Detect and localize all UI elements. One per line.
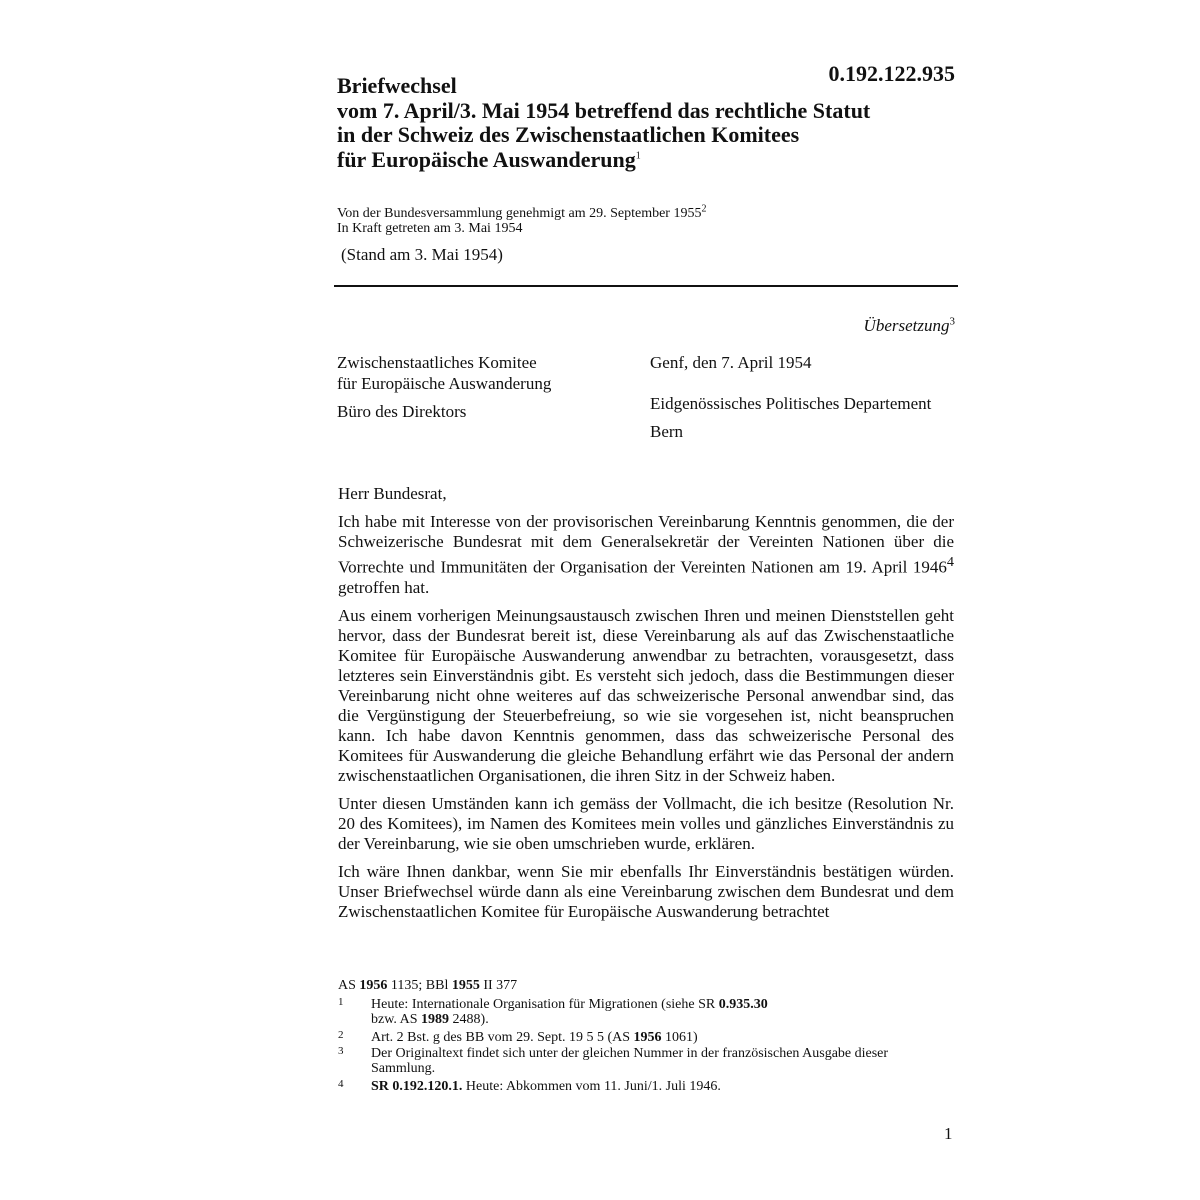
title-line: Briefwechsel [337,73,457,98]
sr-number: 0.192.122.935 [828,61,955,86]
enactment-info [337,203,707,236]
paragraph: Aus einem vorherigen Meinungsaustausch zwischen Ihren und meinen Dienststellen geht hervor, dass der Bundesrat bereit ist, diese Vereinbarung als auf das Zwischenstaatliche Komitee für Europäische Auswanderung anwendbar zu betrachten, vorausgesetzt, dass letzteres sein Einverständnis gibt. Es versteht sich jedoch, dass die Bestimmungen dieser Vereinbarung nicht ohne weiteres auf das schweizerische Personal anwendbar sind, das die Vergünstigung der Steuerbefreiung, so wie sie vorgesehen ist, nicht beanspruchen kann. Ich habe davon Kenntnis genommen, dass das schweizerische Personal des Komitees für Auswanderung die gleiche Behandlung erfährt wie das Personal der andern zwischenstaatlichen Organisationen, die ihren Sitz in der Schweiz haben. [338,605,954,786]
paragraph: Ich wäre Ihnen dankbar, wenn Sie mir ebenfalls Ihr Einverständnis bestätigen würden. Unser Briefwechsel würde dann als eine Vereinbarung zwischen dem Bundesrat und dem Zwischenstaatlichen Komitee für Europäische Auswanderung betrachtet [338,861,954,921]
footnote: 1 Heute: Internationale Organisation für Migrationen (siehe SR 0.935.30 bzw. AS 1989 2488). [338,996,768,1027]
paragraph: Unter diesen Umständen kann ich gemäss der Vollmacht, die ich besitze (Resolution Nr. 20 des Komitees), im Namen des Komitees mein volles und gänzliches Einverständnis zu der Vereinbarung, wie sie oben umschrieben wurde, erklären. [338,793,954,854]
translation-note: Übersetzung$^3$ [863,315,955,335]
footnote: 3 Der Originaltext findet sich unter der gleichen Nummer in der französischen Ausgabe dieser Sammlung. [338,1045,889,1076]
recipient-block [650,352,931,442]
title-line: für Europäische Auswanderung$^1$ [337,146,641,172]
footnote: 4 SR 0.192.120.1. Heute: Abkommen vom 11. Juni/1. Juli 1946. [338,1078,721,1094]
place-date: Genf, den 7. April 1954 [650,353,812,372]
footnote-number: 2 [338,1029,344,1041]
sender-block [337,352,551,422]
sender-line: Zwischenstaatliches Komitee [337,353,537,372]
document-title [337,74,977,172]
footnote-ref[interactable]: 3 [949,315,955,328]
stand-date: (Stand am 3. Mai 1954) [341,245,503,264]
footnote-ref[interactable]: 1 [635,150,641,162]
salutation: Herr Bundesrat, [338,484,447,503]
footnote-number: 3 [338,1045,344,1057]
addressee-city: Bern [650,422,684,441]
title-line: in der Schweiz des Zwischenstaatlichen Komitees [337,122,800,147]
footnotes [338,978,958,1094]
header-divider [334,285,958,287]
footnote-ref[interactable]: 2 [701,203,707,215]
sender-office: Büro des Direktors [337,402,467,421]
paragraph: Ich habe mit Interesse von der provisorischen Vereinbarung Kenntnis genommen, die der Schweizerische Bundesrat mit dem Generalsekretär der Vereinten Nationen über die Vorrechte und Immunitäten der Organisation der Vereinten Nationen am 19. April 1946$^4$ getroffen hat. [338,512,954,598]
sender-line: für Europäische Auswanderung [337,374,552,393]
approval-note: Von der Bundesversammlung genehmigt am 29. September 1955 [337,206,702,221]
footnote-ref[interactable]: 4 [946,554,954,571]
title-line: vom 7. April/3. Mai 1954 betreffend das rechtliche Statut [337,97,871,123]
in-force-note: In Kraft getreten am 3. Mai 1954 [337,221,523,236]
footnote: 2 Art. 2 Bst. g des BB vom 29. Sept. 19 5 5 (AS 1956 1061) [338,1029,698,1045]
page-number: 1 [944,1124,953,1143]
footnote-number: 4 [338,1078,344,1090]
addressee: Eidgenössisches Politisches Departement [650,394,932,413]
letter-body [338,484,954,930]
footnote-number: 1 [338,996,344,1008]
source-reference: AS 1956 1135; BBl 1955 II 377 [338,978,518,993]
